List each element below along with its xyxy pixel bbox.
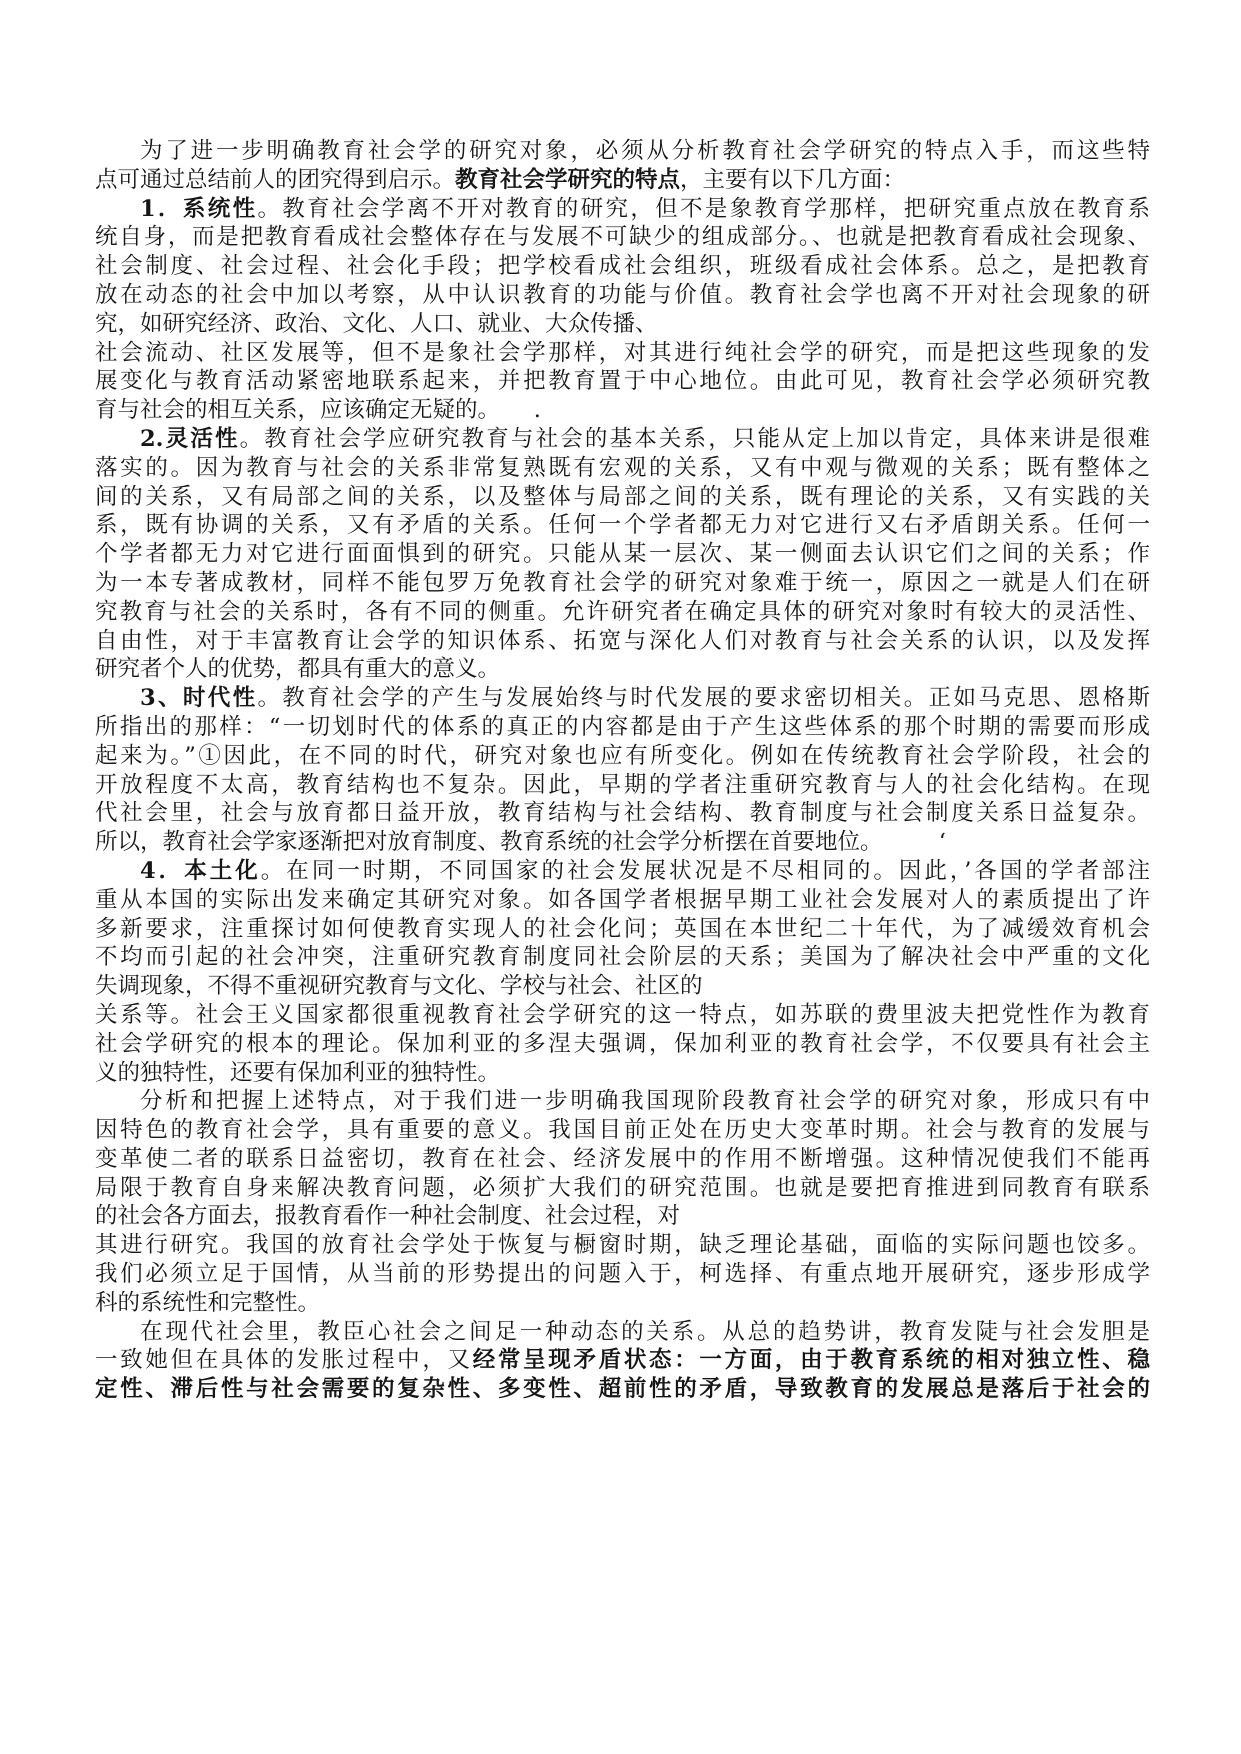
text-segment: 为了进一步明确教育社会学的研究对象，必须从分析教育社会学研究的特点入手，而这些特 (140, 138, 1150, 164)
text-segment: 其进行研究。我国的放育社会学处于恢复与橱窗时期，缺乏理论基础，面临的实际问题也饺多。 (95, 1232, 1150, 1259)
text-segment: 科的系统性和完整性。 (95, 1289, 321, 1316)
text-segment: 。教育社会学离不开对教育的研究，但不是象教育学那样，把研究重点放在教育系 (257, 195, 1150, 222)
text-line (95, 771, 1150, 800)
text-line (95, 425, 1150, 454)
paragraph-modern-society (95, 1318, 1150, 1404)
text-line (95, 281, 1150, 310)
section-heading: 3、时代性 (140, 685, 258, 712)
text-segment: 间的关系，又有局部之间的关系，以及整体与局部之间的关系，既有理论的关系，又有实践的关 (95, 483, 1150, 510)
text-segment: 关系等。社会王义国家都很重视教育社会学研究的这一特点，如苏联的费里波夫把党性作为教育 (95, 1001, 1150, 1028)
text-line (95, 943, 1150, 972)
text-segment: 系，既有协调的关系，又有矛盾的关系。任何一个学者都无力对它进行又右矛盾朗关系。任何一 (95, 512, 1150, 539)
text-segment: 社会制度、社会过程、社会化手段；把学校看成社会组织，班级看成社会体系。总之，是把教育 (95, 253, 1150, 280)
text-line (95, 886, 1150, 915)
section-heading: 1．系统性 (140, 195, 258, 222)
text-segment: ，主要有以下几方面： (680, 166, 906, 193)
text-line (95, 569, 1150, 598)
text-segment: 点可通过总结前人的团究得到启示。 (95, 166, 456, 193)
paragraph-flexibility (95, 425, 1150, 684)
paragraph-localization (95, 857, 1150, 1087)
text-segment: 开放程度不太高，教育结构也不复杂。因此，早期的学者注重研究教育与人的社会化结构。在现 (95, 771, 1150, 798)
text-segment: 育与社会的相互关系，应该确定无疑的。 . (95, 397, 541, 424)
document-page (95, 137, 1150, 1404)
section-heading: 2.灵活性 (140, 425, 240, 452)
text-line (95, 1145, 1150, 1174)
text-line (95, 1260, 1150, 1289)
text-segment: 一致她但在具体的发胀过程中，又 (95, 1347, 473, 1374)
text-line (95, 1087, 1150, 1116)
text-segment: 个学者都无力对它进行面面惧到的研究。只能从某一层次、某一侧面去认识它们之间的关系；作 (95, 541, 1150, 568)
text-line (95, 310, 1150, 339)
text-segment: 究，如研究经济、政治、文化、人口、就业、大众传播、 (95, 310, 658, 337)
text-segment: 放在动态的社会中加以考察，从中认识教育的功能与价值。教育社会学也离不开对社会现象的研 (95, 281, 1150, 308)
text-line (95, 1174, 1150, 1203)
paragraph-systematic (95, 195, 1150, 425)
text-line (95, 1030, 1150, 1059)
text-segment: 社会学研究的根本的理论。保加利亚的多涅夫强调，保加利亚的教育社会学，不仅要具有社会主 (95, 1030, 1150, 1057)
text-line (95, 1116, 1150, 1145)
text-line (95, 598, 1150, 627)
text-segment: 多新要求，注重探讨如何使教育实现人的社会化问；英国在本世纪二十年代，为了减缓效育机会 (95, 915, 1150, 942)
text-line (95, 137, 1150, 166)
text-line (95, 195, 1150, 224)
text-segment: 所以，教育社会学家逐渐把对放育制度、教育系统的社会学分析摆在首要地位。 ‘ (95, 829, 946, 856)
text-segment: 不均而引起的社会冲突，注重研究教育制度同社会阶层的天系；美国为了解决社会中严重的文化 (95, 944, 1150, 971)
text-segment: 我们必须立足于国情，从当前的形势提出的问题入于，柯选择、有重点地开展研究，逐步形成学 (95, 1261, 1150, 1288)
text-line (95, 1346, 1150, 1375)
text-line (95, 367, 1150, 396)
text-segment: 局限于教育自身来解决教育问题，必须扩大我们的研究范围。也就是要把育推进到同教育有联系 (95, 1174, 1150, 1201)
text-segment: 所指出的那样：“一切划时代的体系的真正的内容都是由于产生这些体系的那个时期的需要而形成 (95, 713, 1150, 740)
text-segment: 起来为。”①因此，在不同的时代，研究对象也应有所变化。例如在传统教育社会学阶段，社会的 (95, 742, 1150, 769)
paragraph-timeliness (95, 684, 1150, 857)
text-line (95, 742, 1150, 771)
text-line (95, 1001, 1150, 1030)
text-line (95, 684, 1150, 713)
text-segment: 代社会里，社会与放育都日益开放，教育结构与社会结构、教育制度与社会制度关系日益复杂。 (95, 800, 1150, 827)
text-line (95, 1059, 1150, 1088)
text-line (95, 828, 1150, 857)
text-segment: 因特色的教育社会学，具有重要的意义。我国目前正处在历史大变革时期。社会与教育的发展与 (95, 1117, 1150, 1144)
text-line (95, 454, 1150, 483)
text-line (95, 655, 1150, 684)
text-line (95, 540, 1150, 569)
text-segment: 究教育与社会的关系时，各有不同的侧重。允许研究者在确定具体的研究对象时有较大的灵活性、 (95, 598, 1150, 625)
text-line (95, 511, 1150, 540)
bold-text: 经常呈现矛盾状态：一方面，由于教育系统的相对独立性、稳 (472, 1347, 1150, 1374)
text-segment: 社会流动、社区发展等，但不是象社会学那样，对其进行纯社会学的研究，而是把这些现象的发 (95, 339, 1150, 366)
text-line (95, 483, 1150, 512)
text-segment: 失调现象，不得不重视研究教育与文化、学校与社会、社区的 (95, 973, 703, 1000)
text-segment: 统自身，而是把教育看成社会整体存在与发展不可缺少的组成部分。、也就是把教育看成社会现象、 (95, 224, 1150, 251)
text-segment: 在现代社会里，教臣心社会之间足一种动态的关系。从总的趋势讲，教育发陡与社会发胆是 (140, 1318, 1150, 1345)
text-line (95, 223, 1150, 252)
text-line (95, 627, 1150, 656)
text-line (95, 857, 1150, 886)
text-segment: 义的独特性，还要有保加利亚的独特性。 (95, 1059, 501, 1086)
text-segment: 的社会各方面去，报教育看作一种社会制度、社会过程，对 (95, 1203, 681, 1230)
text-line (95, 1231, 1150, 1260)
paragraph-intro (95, 137, 1150, 195)
text-line (95, 252, 1150, 281)
text-line (95, 1375, 1150, 1404)
text-line (95, 1318, 1150, 1347)
text-line (95, 713, 1150, 742)
text-line (95, 1289, 1150, 1318)
text-segment: 。在同一时期，不同国家的社会发展状况是不尽相同的。因此，’各国的学者部注 (260, 857, 1150, 884)
text-segment: 重从本国的实际出发来确定其研究对象。如各国学者根据早期工业社会发展对人的素质提出了许 (95, 886, 1150, 913)
text-segment: 落实的。因为教育与社会的关系非常复熟既有宏观的关系，又有中观与微观的关系；既有整体之 (95, 454, 1150, 481)
text-line (95, 799, 1150, 828)
bold-text: 定性、滞后性与社会需要的复杂性、多变性、超前性的矛盾，导致教育的发展总是落后于社会的 (95, 1376, 1150, 1403)
text-segment: 分析和把握上述特点，对于我们进一步明确我国现阶段教育社会学的研究对象，形成只有中 (140, 1088, 1150, 1115)
text-segment: 研究者个人的优势，都具有重大的意义。 (95, 656, 501, 683)
text-line (95, 1202, 1150, 1231)
text-line (95, 972, 1150, 1001)
paragraph-analysis (95, 1087, 1150, 1317)
text-line (95, 396, 1150, 425)
text-line (95, 339, 1150, 368)
text-segment: 。教育社会学应研究教育与社会的基本关系，只能从定上加以肯定，具体来讲是很难 (239, 425, 1150, 452)
text-segment: 。教育社会学的产生与发展始终与时代发展的要求密切相关。正如马克思、恩格斯 (257, 685, 1150, 712)
text-line (95, 915, 1150, 944)
text-segment: 变革使二者的联系日益密切，教育在社会、经济发展中的作用不断增强。这种情况使我们不能再 (95, 1145, 1150, 1172)
text-segment: 自由性，对于丰富教育让会学的知识体系、拓宽与深化人们对教育与社会关系的认识，以及发挥 (95, 627, 1150, 654)
section-heading: 4．本土化 (140, 857, 261, 884)
text-line (95, 166, 1150, 195)
text-segment: 展变化与教育活动紧密地联系起来，并把教育置于中心地位。由此可见，教育社会学必须研究教 (95, 368, 1150, 395)
text-segment: 为一本专著成教材，同样不能包罗万免教育社会学的研究对象难于统一，原因之一就是人们在研 (95, 569, 1150, 596)
bold-text: 教育社会学研究的特点 (455, 166, 681, 193)
